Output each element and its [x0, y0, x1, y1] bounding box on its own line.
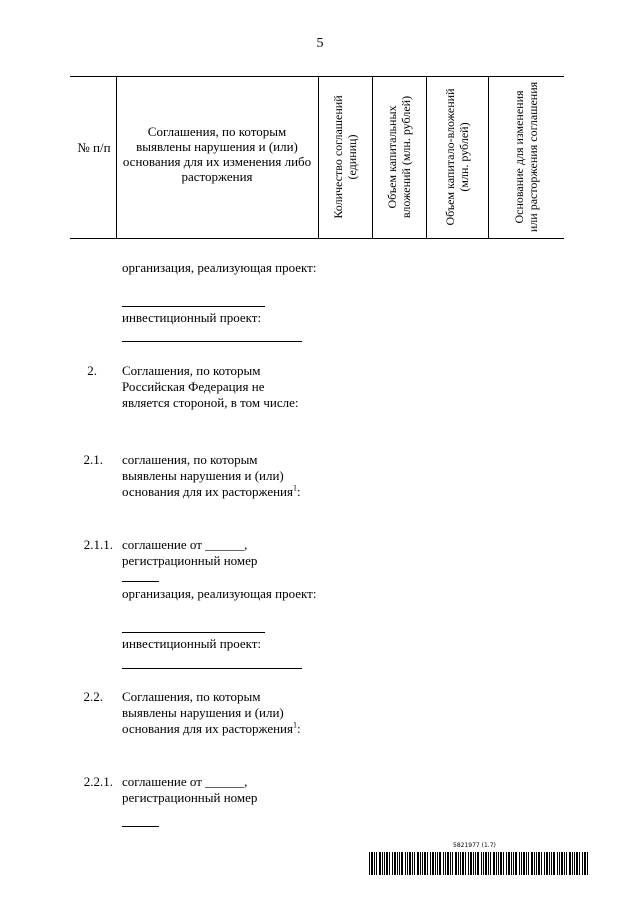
barcode-bar [392, 852, 393, 875]
barcode-bar [579, 852, 580, 875]
org-label-2: организация, реализующая проект: [122, 586, 317, 601]
barcode-bar [399, 852, 400, 875]
barcode-bar [557, 852, 558, 875]
org-blank-1 [122, 306, 265, 307]
barcode-bar [511, 852, 512, 875]
barcode-bar [452, 852, 453, 875]
barcode-bar [526, 852, 527, 875]
barcode-bar [382, 852, 383, 875]
item-2-2-body: Соглашения, по которым выявлены нарушения и (или) основания для их расторжения [122, 689, 293, 736]
barcode-bar [384, 852, 385, 875]
barcode-bar [477, 852, 479, 875]
barcode-bar [508, 852, 510, 875]
barcode-bar [379, 852, 381, 875]
barcode-bar [397, 852, 398, 875]
barcode-bar [407, 852, 408, 875]
barcode-bar [422, 852, 423, 875]
barcode-bar [506, 852, 507, 875]
barcode-bar [389, 852, 390, 875]
barcode-bar [523, 852, 525, 875]
item-2-1-colon: : [297, 484, 301, 499]
barcode-bar [450, 852, 451, 875]
barcode-bar [587, 852, 588, 875]
barcode-bar [538, 852, 540, 875]
barcode-bar [481, 852, 482, 875]
header-number-column: № п/п [77, 140, 111, 155]
barcode-bar [584, 852, 586, 875]
header-agreements-column: Соглашения, по которым выявлены нарушения и (или) основания для их изменения либо расторжения [122, 124, 312, 184]
header-capital-column: Объем капитальных вложений (млн. рублей) [385, 95, 413, 219]
barcode-bar [437, 852, 438, 875]
barcode-bar [447, 852, 449, 875]
barcode-bar [549, 852, 550, 875]
document-code: 5821977 (1.7) [453, 842, 496, 849]
barcode-bar [445, 852, 446, 875]
barcode-bar [435, 852, 436, 875]
barcode-bar [488, 852, 489, 875]
col-divider-2 [318, 76, 319, 238]
barcode-bar [475, 852, 476, 875]
item-2-1-text [122, 452, 312, 500]
item-2-2-colon: : [297, 721, 301, 736]
barcode-bar [536, 852, 537, 875]
barcode-bar [521, 852, 522, 875]
barcode-bar [546, 852, 548, 875]
item-2-1-1-text: соглашение от ______, регистрационный номер [122, 537, 258, 568]
org-label-1: организация, реализующая проект: [122, 260, 317, 275]
barcode-bar [582, 852, 583, 875]
barcode-bar [401, 852, 403, 875]
barcode-bar [569, 852, 571, 875]
barcode-bar [534, 852, 535, 875]
header-capital2-column: Объем капитало-вложений (млн. рублей) [443, 88, 471, 226]
item-2-1-body: соглашения, по которым выявлены нарушения и (или) основания для их расторжения [122, 452, 293, 499]
footnote-ref-1: 1 [293, 483, 297, 493]
table-top-rule [70, 76, 564, 77]
item-2-2-number: 2.2. [83, 689, 103, 704]
barcode-bar [432, 852, 434, 875]
barcode-bar [498, 852, 499, 875]
barcode-bar [470, 852, 472, 875]
barcode-bar [439, 852, 441, 875]
item-2-1-1-number: 2.1.1. [83, 537, 113, 552]
reg-number-blank-1 [122, 581, 159, 582]
barcode-bar [572, 852, 573, 875]
barcode-bar [455, 852, 457, 875]
col-divider-4 [426, 76, 427, 238]
reg-number-blank-2 [122, 826, 159, 827]
col-divider-5 [488, 76, 489, 238]
barcode-bar [553, 852, 555, 875]
barcode-bar [424, 852, 426, 875]
barcode-bar [414, 852, 415, 875]
barcode-bar [493, 852, 495, 875]
page-number: 5 [316, 36, 324, 51]
barcode-bar [519, 852, 520, 875]
item-2-text: Соглашения, по которым Российская Федерация не является стороной, в том числе: [122, 363, 299, 410]
barcode-bar [544, 852, 545, 875]
barcode-bar [515, 852, 517, 875]
barcode-bar [483, 852, 484, 875]
project-blank-1 [122, 341, 302, 342]
barcode-bar [503, 852, 504, 875]
table-header-bottom-rule [70, 238, 564, 239]
barcode-bar [566, 852, 567, 875]
item-2-1-number: 2.1. [83, 452, 103, 467]
barcode-bar [374, 852, 375, 875]
barcode-bar [460, 852, 461, 875]
barcode-bar [371, 852, 373, 875]
barcode-bar [513, 852, 514, 875]
col-divider-1 [116, 76, 117, 238]
item-2-2-1-number: 2.2.1. [83, 774, 113, 789]
barcode-bar [409, 852, 411, 875]
barcode-bar [412, 852, 413, 875]
barcode-bar [420, 852, 421, 875]
barcode-bar [443, 852, 444, 875]
barcode-bar [369, 852, 370, 875]
item-2-2-1-text: соглашение от ______, регистрационный номер [122, 774, 258, 805]
item-2-number: 2. [87, 363, 97, 378]
project-label-2: инвестиционный проект: [122, 636, 262, 651]
barcode-bar [551, 852, 552, 875]
org-blank-2 [122, 632, 265, 633]
barcode-bar [574, 852, 575, 875]
barcode-bar [417, 852, 419, 875]
barcode-bar [473, 852, 474, 875]
barcode-bar [405, 852, 406, 875]
barcode-bar [462, 852, 464, 875]
barcode-bar [576, 852, 578, 875]
barcode-bar [430, 852, 431, 875]
header-basis-column: Основание для изменения или расторжения соглашения [512, 81, 540, 233]
barcode-bar [427, 852, 428, 875]
project-blank-2 [122, 668, 302, 669]
barcode-bar [531, 852, 533, 875]
col-divider-3 [372, 76, 373, 238]
barcode-bar [490, 852, 491, 875]
project-label-1: инвестиционный проект: [122, 310, 262, 325]
barcode-bar [468, 852, 469, 875]
barcode-bar [564, 852, 565, 875]
barcode-bar [561, 852, 563, 875]
header-count-column: Количество соглашений (единиц) [331, 95, 359, 219]
barcode-bar [485, 852, 487, 875]
barcode-bar [386, 852, 388, 875]
barcode-bar [559, 852, 560, 875]
footnote-ref-2: 1 [293, 720, 297, 730]
barcode-bar [376, 852, 377, 875]
barcode-bar [394, 852, 396, 875]
barcode-bar [528, 852, 529, 875]
barcode-bar [541, 852, 542, 875]
item-2-2-text [122, 689, 312, 737]
barcode-bar [500, 852, 502, 875]
barcode-bar [465, 852, 466, 875]
barcode-bar [496, 852, 497, 875]
barcode-bar [458, 852, 459, 875]
barcode [369, 852, 591, 875]
